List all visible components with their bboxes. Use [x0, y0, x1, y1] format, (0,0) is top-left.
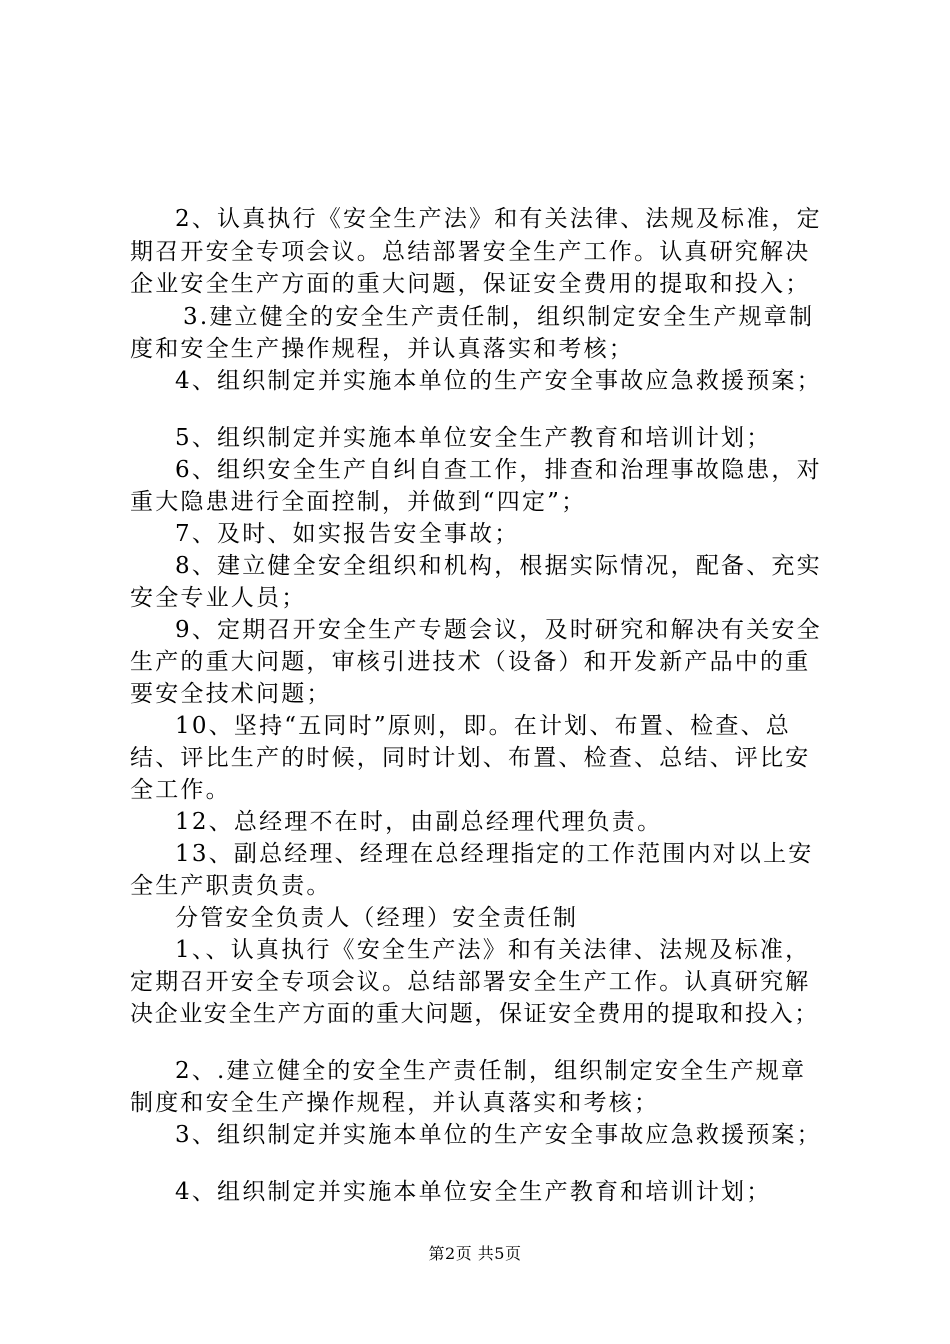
paragraph-line: 2、认真执行《安全生产法》和有关法律、法规及标准，定	[175, 206, 822, 232]
paragraph-line: 8、建立健全安全组织和机构，根据实际情况，配备、充实	[175, 553, 822, 579]
paragraph-line: 2、.建立健全的安全生产责任制，组织制定安全生产规章	[175, 1058, 807, 1084]
paragraph-line: 决企业安全生产方面的重大问题，保证安全费用的提取和投入；	[130, 1001, 819, 1027]
paragraph-line: 12、总经理不在时，由副总经理代理负责。	[175, 809, 663, 835]
paragraph-line: 定期召开安全专项会议。总结部署安全生产工作。认真研究解	[130, 969, 811, 995]
paragraph-line: 要安全技术问题；	[130, 681, 332, 707]
paragraph-line: 13、副总经理、经理在总经理指定的工作范围内对以上安	[175, 841, 814, 867]
paragraph-line: 全生产职责负责。	[130, 873, 332, 899]
paragraph-line: 5、组织制定并实施本单位安全生产教育和培训计划；	[175, 425, 772, 451]
paragraph-line: 1、、认真执行《安全生产法》和有关法律、法规及标准，	[175, 937, 811, 963]
paragraph-line: 10、坚持“五同时”原则，即。在计划、布置、检查、总	[175, 713, 791, 739]
paragraph-line: 制度和安全生产操作规程，并认真落实和考核；	[130, 1090, 660, 1116]
paragraph-line: 度和安全生产操作规程，并认真落实和考核；	[130, 336, 634, 362]
paragraph-line: 全工作。	[130, 777, 231, 803]
page-number-footer: 第2页 共5页	[428, 1244, 522, 1263]
paragraph-line: 4、组织制定并实施本单位的生产安全事故应急救援预案；	[175, 368, 822, 394]
paragraph-line: 6、组织安全生产自纠自查工作，排查和治理事故隐患，对	[175, 457, 822, 483]
paragraph-line: 企业安全生产方面的重大问题，保证安全费用的提取和投入；	[130, 271, 811, 297]
paragraph-line: 7、及时、如实报告安全事故；	[175, 521, 520, 547]
paragraph-line: 3、组织制定并实施本单位的生产安全事故应急救援预案；	[175, 1122, 822, 1148]
paragraph-line: 3.建立健全的安全生产责任制，组织制定安全生产规章制	[183, 304, 815, 330]
paragraph-line: 期召开安全专项会议。总结部署安全生产工作。认真研究解决	[130, 239, 811, 265]
paragraph-line: 结、评比生产的时候，同时计划、布置、检查、总结、评比安	[130, 745, 811, 771]
section-heading: 分管安全负责人（经理）安全责任制	[175, 905, 579, 931]
paragraph-line: 安全专业人员；	[130, 585, 307, 611]
paragraph-line: 9、定期召开安全生产专题会议，及时研究和解决有关安全	[175, 617, 822, 643]
paragraph-line: 重大隐患进行全面控制，并做到“四定”；	[130, 489, 587, 515]
paragraph-line: 4、组织制定并实施本单位安全生产教育和培训计划；	[175, 1179, 772, 1205]
paragraph-line: 生产的重大问题，审核引进技术（设备）和开发新产品中的重	[130, 649, 811, 675]
